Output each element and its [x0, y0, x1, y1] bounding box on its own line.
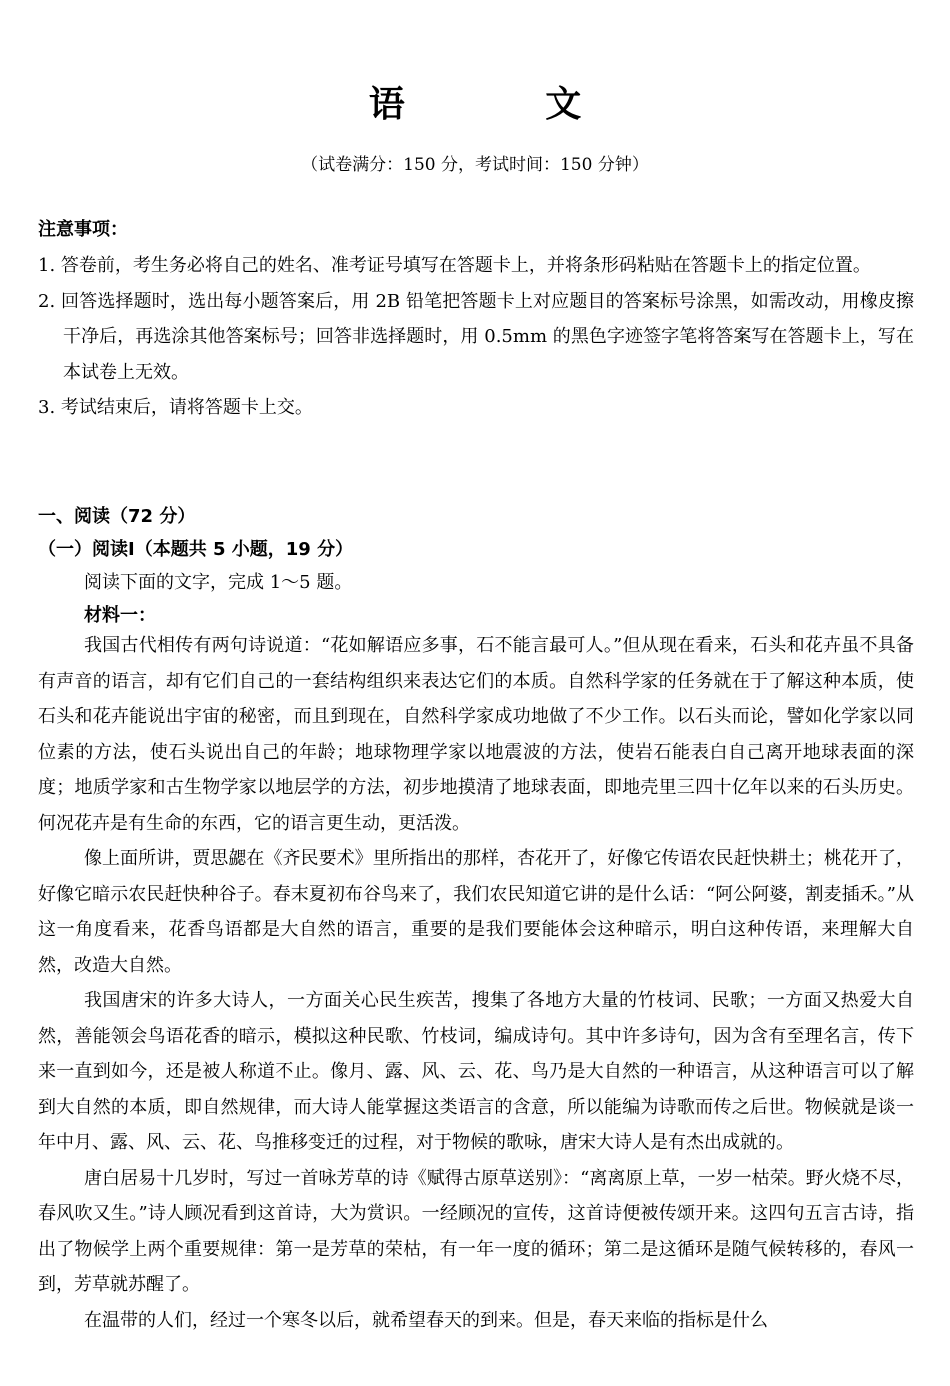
subsection-heading: （一）阅读Ⅰ（本题共 5 小题，19 分） — [38, 539, 354, 560]
passage-paragraph: 我国唐宋的许多大诗人，一方面关心民生疾苦，搜集了各地方大量的竹枝词、民歌；一方面又热爱大自然，善能领会鸟语花香的暗示，模拟这种民歌、竹枝词，编成诗句。其中许多诗句，因为含有至理名言，传下来一直到如今，还是被人称道不止。像月、露、风、云、花、鸟乃是大自然的一种语言，从这种语言可以了解到大自然的本质，即自然规律，而大诗人能掌握这类语言的含意，所以能编为诗歌而传之后世。物候就是谈一年中月、露、风、云、花、鸟推移变迁的过程，对于物候的歌咏，唐宋大诗人是有杰出成就的。 — [38, 990, 914, 1153]
material-label: 材料一： — [84, 605, 156, 626]
section-heading: 一、阅读（72 分） — [38, 506, 196, 527]
notice-heading: 注意事项： — [38, 219, 128, 240]
passage-paragraph: 我国古代相传有两句诗说道：“花如解语应多事，石不能言最可人。”但从现在看来，石头和花卉虽不具备有声音的语言，却有它们自己的一套结构组织来表达它们的本质。自然科学家的任务就在于了解这种本质，使石头和花卉能说出宇宙的秘密，而且到现在，自然科学家成功地做了不少工作。以石头而论，譬如化学家以同位素的方法，使石头说出自己的年龄；地球物理学家以地震波的方法，使岩石能表白自己离开地球表面的深度；地质学家和古生物学家以地层学的方法，初步地摸清了地球表面，即地壳里三四十亿年以来的石头历史。何况花卉是有生命的东西，它的语言更生动，更活泼。 — [38, 635, 914, 834]
page-title: 语 文 — [368, 84, 646, 125]
passage-paragraph: 唐白居易十几岁时，写过一首咏芳草的诗《赋得古原草送别》：“离离原上草，一岁一枯荣。野火烧不尽，春风吹又生。”诗人顾况看到这首诗，大为赏识。一经顾况的宣传，这首诗便被传颂开来。这四句五言古诗，指出了物候学上两个重要规律：第一是芳草的荣枯，有一年一度的循环；第二是这循环是随气候转移的，春风一到，芳草就苏醒了。 — [38, 1167, 914, 1295]
exam-info: （试卷满分：150 分，考试时间：150 分钟） — [301, 155, 649, 175]
notice-item: 1. 答卷前，考生务必将自己的姓名、准考证号填写在答题卡上，并将条形码粘贴在答题卡上的指定位置。 — [38, 255, 871, 276]
passage-paragraph: 在温带的人们，经过一个寒冬以后，就希望春天的到来。但是，春天来临的指标是什么 — [84, 1309, 768, 1331]
passage-paragraph: 像上面所讲，贾思勰在《齐民要术》里所指出的那样，杏花开了，好像它传语农民赶快耕土；桃花开了，好像它暗示农民赶快种谷子。春末夏初布谷鸟来了，我们农民知道它讲的是什么话：“阿公阿婆，割麦插禾。”从这一角度看来，花香鸟语都是大自然的语言，重要的是我们要能体会这种暗示，明白这种传语，来理解大自然，改造大自然。 — [38, 848, 914, 976]
notice-list — [38, 248, 914, 426]
notice-item: 2. 回答选择题时，选出每小题答案后，用 2B 铅笔把答题卡上对应题目的答案标号涂黑，如需改动，用橡皮擦干净后，再选涂其他答案标号；回答非选择题时，用 0.5mm 的黑色字迹签字笔将答案写在答题卡上，写在本试卷上无效。 — [38, 290, 914, 383]
reading-passage — [38, 628, 914, 1338]
reading-instruction: 阅读下面的文字，完成 1～5 题。 — [84, 572, 353, 593]
notice-item: 3. 考试结束后，请将答题卡上交。 — [38, 397, 313, 418]
